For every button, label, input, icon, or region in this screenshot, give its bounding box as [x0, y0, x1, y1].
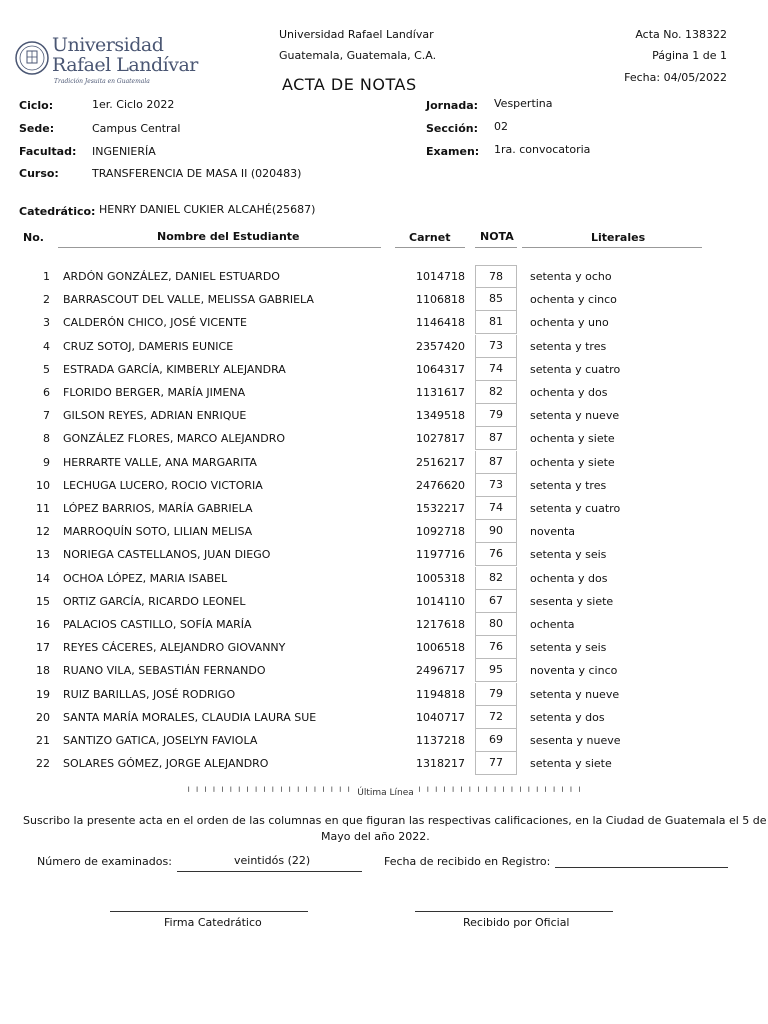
- student-literal: setenta y tres: [530, 340, 607, 353]
- student-literal: setenta y cuatro: [530, 502, 621, 515]
- student-number: 19: [36, 688, 50, 701]
- student-nota: 80: [475, 613, 517, 636]
- student-nota: 74: [475, 358, 517, 381]
- table-row: [0, 683, 768, 706]
- student-literal: ochenta y siete: [530, 432, 615, 445]
- examinados-line: [177, 871, 362, 872]
- ciclo-value: 1er. Ciclo 2022: [92, 98, 175, 111]
- table-row: [0, 752, 768, 775]
- page-title: ACTA DE NOTAS: [282, 75, 417, 94]
- student-literal: setenta y seis: [530, 641, 607, 654]
- student-number: 13: [36, 548, 50, 561]
- student-name: FLORIDO BERGER, MARÍA JIMENA: [63, 386, 246, 399]
- student-carnet: 1092718: [416, 525, 465, 538]
- student-number: 14: [36, 572, 50, 585]
- student-nota: 87: [475, 451, 517, 474]
- issue-date: Fecha: 04/05/2022: [624, 71, 727, 84]
- student-name: SANTIZO GATICA, JOSELYN FAVIOLA: [63, 734, 258, 747]
- table-row: [0, 636, 768, 659]
- student-number: 16: [36, 618, 50, 631]
- student-carnet: 1064317: [416, 363, 465, 376]
- curso-value: TRANSFERENCIA DE MASA II (020483): [92, 167, 302, 180]
- examen-label: Examen:: [426, 145, 480, 158]
- student-number: 22: [36, 757, 50, 770]
- student-number: 8: [43, 432, 50, 445]
- column-header-carnet: Carnet: [409, 231, 451, 244]
- student-literal: setenta y tres: [530, 479, 607, 492]
- student-nota: 81: [475, 311, 517, 334]
- student-number: 1: [43, 270, 50, 283]
- student-nota: 87: [475, 427, 517, 450]
- student-carnet: 1349518: [416, 409, 465, 422]
- student-number: 15: [36, 595, 50, 608]
- table-row: [0, 311, 768, 334]
- facultad-value: INGENIERÍA: [92, 145, 156, 158]
- student-literal: noventa: [530, 525, 576, 538]
- seccion-value: 02: [494, 120, 508, 133]
- student-literal: ochenta y siete: [530, 456, 615, 469]
- student-nota: 77: [475, 752, 517, 775]
- student-name: RUANO VILA, SEBASTIÁN FERNANDO: [63, 664, 266, 677]
- student-carnet: 1194818: [416, 688, 465, 701]
- catedratico-label: Catedrático:: [19, 205, 96, 218]
- student-literal: sesenta y nueve: [530, 734, 621, 747]
- ciclo-label: Ciclo:: [19, 99, 54, 112]
- table-row: [0, 427, 768, 450]
- logo-tagline: Tradición Jesuita en Guatemala: [54, 78, 150, 85]
- student-literal: setenta y nueve: [530, 409, 620, 422]
- student-carnet: 1006518: [416, 641, 465, 654]
- logo-line2: Rafael Landívar: [52, 54, 198, 76]
- recibido-oficial-line: [415, 911, 613, 912]
- header-underline-carnet: [395, 247, 465, 248]
- logo-line1: Universidad: [52, 34, 164, 56]
- student-carnet: 1040717: [416, 711, 465, 724]
- examinados-label: Número de examinados:: [37, 855, 172, 868]
- student-carnet: 1318217: [416, 757, 465, 770]
- curso-label: Curso:: [19, 167, 59, 180]
- student-number: 4: [43, 340, 50, 353]
- ultima-linea-marker: ╵╵╵╵╵╵╵╵╵╵╵╵╵╵╵╵╵╵╵╵ Última Línea ╵╵╵╵╵╵╵╵╵╵╵╵╵╵╵╵╵╵╵╵: [186, 788, 586, 798]
- student-name: ESTRADA GARCÍA, KIMBERLY ALEJANDRA: [63, 363, 286, 376]
- student-nota: 82: [475, 567, 517, 590]
- student-literal: setenta y cuatro: [530, 363, 621, 376]
- jornada-label: Jornada:: [426, 99, 479, 112]
- student-literal: setenta y nueve: [530, 688, 620, 701]
- column-header-no: No.: [23, 231, 44, 244]
- university-name: Universidad Rafael Landívar: [279, 28, 434, 41]
- student-number: 3: [43, 316, 50, 329]
- student-name: RUIZ BARILLAS, JOSÉ RODRIGO: [63, 688, 236, 701]
- student-carnet: 1005318: [416, 572, 465, 585]
- university-location: Guatemala, Guatemala, C.A.: [279, 49, 437, 62]
- student-nota: 85: [475, 288, 517, 311]
- seccion-label: Sección:: [426, 122, 478, 135]
- student-carnet: 1532217: [416, 502, 465, 515]
- student-number: 18: [36, 664, 50, 677]
- student-name: LECHUGA LUCERO, ROCIO VICTORIA: [63, 479, 263, 492]
- firma-catedratico-line: [110, 911, 308, 912]
- student-nota: 78: [475, 265, 517, 288]
- student-nota: 73: [475, 335, 517, 358]
- column-header-nota: NOTA: [480, 230, 514, 243]
- student-carnet: 1014718: [416, 270, 465, 283]
- student-literal: ochenta y cinco: [530, 293, 617, 306]
- table-row: [0, 381, 768, 404]
- student-number: 11: [36, 502, 50, 515]
- table-row: [0, 706, 768, 729]
- student-nota: 82: [475, 381, 517, 404]
- student-carnet: 1014110: [416, 595, 465, 608]
- table-row: [0, 520, 768, 543]
- sede-label: Sede:: [19, 122, 55, 135]
- student-literal: ochenta y uno: [530, 316, 609, 329]
- student-name: SANTA MARÍA MORALES, CLAUDIA LAURA SUE: [63, 711, 317, 724]
- student-carnet: 2496717: [416, 664, 465, 677]
- student-carnet: 2516217: [416, 456, 465, 469]
- student-name: ORTIZ GARCÍA, RICARDO LEONEL: [63, 595, 246, 608]
- recibido-oficial-label: Recibido por Oficial: [463, 916, 570, 929]
- table-row: [0, 543, 768, 566]
- student-name: BARRASCOUT DEL VALLE, MELISSA GABRIELA: [63, 293, 314, 306]
- student-name: MARROQUÍN SOTO, LILIAN MELISA: [63, 525, 253, 538]
- student-name: CALDERÓN CHICO, JOSÉ VICENTE: [63, 316, 247, 329]
- student-literal: setenta y siete: [530, 757, 612, 770]
- student-carnet: 1131617: [416, 386, 465, 399]
- student-literal: setenta y ocho: [530, 270, 612, 283]
- student-name: OCHOA LÓPEZ, MARIA ISABEL: [63, 572, 228, 585]
- header-underline-literales: [522, 247, 702, 248]
- student-literal: ochenta y dos: [530, 572, 608, 585]
- university-logo: [14, 34, 198, 85]
- student-literal: ochenta: [530, 618, 575, 631]
- table-row: [0, 451, 768, 474]
- student-nota: 95: [475, 659, 517, 682]
- student-number: 2: [43, 293, 50, 306]
- student-nota: 90: [475, 520, 517, 543]
- student-name: GONZÁLEZ FLORES, MARCO ALEJANDRO: [63, 432, 285, 445]
- table-row: [0, 265, 768, 288]
- table-row: [0, 613, 768, 636]
- fecha-registro-label: Fecha de recibido en Registro:: [384, 855, 551, 868]
- column-header-nombre: Nombre del Estudiante: [157, 230, 300, 243]
- student-carnet: 1146418: [416, 316, 465, 329]
- student-carnet: 1027817: [416, 432, 465, 445]
- student-carnet: 1106818: [416, 293, 465, 306]
- student-nota: 79: [475, 683, 517, 706]
- jornada-value: Vespertina: [494, 97, 553, 110]
- student-nota: 74: [475, 497, 517, 520]
- student-nota: 67: [475, 590, 517, 613]
- firma-catedratico-label: Firma Catedrático: [164, 916, 262, 929]
- student-name: NORIEGA CASTELLANOS, JUAN DIEGO: [63, 548, 271, 561]
- table-row: [0, 358, 768, 381]
- statement-text: Suscribo la presente acta en el orden de las columnas en que figuran las respectivas calificaciones, en la Ciudad de Guatemala el 5 de: [23, 814, 767, 827]
- acta-number: Acta No. 138322: [635, 28, 727, 41]
- examinados-value: veintidós (22): [234, 854, 311, 867]
- header-underline-nombre: [58, 247, 381, 248]
- student-name: PALACIOS CASTILLO, SOFÍA MARÍA: [63, 618, 252, 631]
- table-row: [0, 474, 768, 497]
- student-nota: 73: [475, 474, 517, 497]
- student-number: 17: [36, 641, 50, 654]
- student-number: 21: [36, 734, 50, 747]
- university-seal-icon: [14, 34, 50, 82]
- student-nota: 72: [475, 706, 517, 729]
- student-literal: sesenta y siete: [530, 595, 614, 608]
- student-number: 12: [36, 525, 50, 538]
- student-literal: setenta y dos: [530, 711, 605, 724]
- table-row: [0, 497, 768, 520]
- student-number: 20: [36, 711, 50, 724]
- column-header-literales: Literales: [591, 231, 646, 244]
- student-number: 6: [43, 386, 50, 399]
- student-carnet: 1197716: [416, 548, 465, 561]
- student-literal: setenta y seis: [530, 548, 607, 561]
- student-nota: 79: [475, 404, 517, 427]
- facultad-label: Facultad:: [19, 145, 77, 158]
- student-name: SOLARES GÓMEZ, JORGE ALEJANDRO: [63, 757, 269, 770]
- ultima-linea-label: Última Línea: [357, 788, 414, 798]
- catedratico-value: HENRY DANIEL CUKIER ALCAHÉ(25687): [99, 203, 316, 216]
- student-number: 7: [43, 409, 50, 422]
- fecha-registro-line: [555, 867, 728, 868]
- page-number: Página 1 de 1: [652, 49, 727, 62]
- student-nota: 76: [475, 636, 517, 659]
- examen-value: 1ra. convocatoria: [494, 143, 591, 156]
- student-nota: 69: [475, 729, 517, 752]
- table-row: [0, 567, 768, 590]
- student-name: LÓPEZ BARRIOS, MARÍA GABRIELA: [63, 502, 253, 515]
- student-name: REYES CÁCERES, ALEJANDRO GIOVANNY: [63, 641, 286, 654]
- table-row: [0, 729, 768, 752]
- student-carnet: 2476620: [416, 479, 465, 492]
- table-row: [0, 404, 768, 427]
- student-carnet: 1137218: [416, 734, 465, 747]
- table-row: [0, 590, 768, 613]
- table-row: [0, 288, 768, 311]
- student-carnet: 2357420: [416, 340, 465, 353]
- student-nota: 76: [475, 543, 517, 566]
- header-underline-nota: [475, 247, 517, 248]
- student-number: 9: [43, 456, 50, 469]
- table-row: [0, 335, 768, 358]
- student-name: GILSON REYES, ADRIAN ENRIQUE: [63, 409, 247, 422]
- student-literal: ochenta y dos: [530, 386, 608, 399]
- student-name: HERRARTE VALLE, ANA MARGARITA: [63, 456, 257, 469]
- student-carnet: 1217618: [416, 618, 465, 631]
- student-number: 5: [43, 363, 50, 376]
- student-name: CRUZ SOTOJ, DAMERIS EUNICE: [63, 340, 234, 353]
- student-literal: noventa y cinco: [530, 664, 618, 677]
- sede-value: Campus Central: [92, 122, 181, 135]
- table-row: [0, 659, 768, 682]
- student-name: ARDÓN GONZÁLEZ, DANIEL ESTUARDO: [63, 270, 280, 283]
- statement-text-2: Mayo del año 2022.: [321, 830, 430, 843]
- student-number: 10: [36, 479, 50, 492]
